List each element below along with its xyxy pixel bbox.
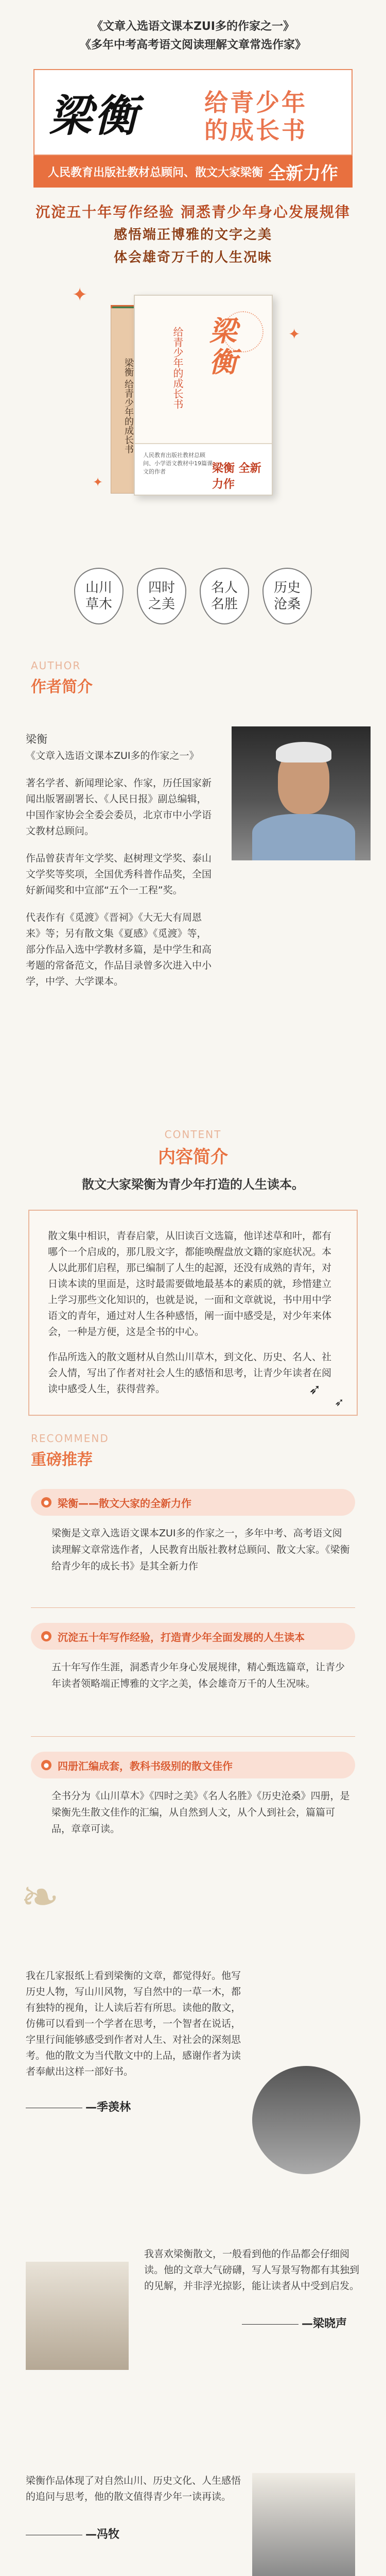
- title-banner: [33, 69, 353, 156]
- swallow-icon: ➶: [335, 1396, 344, 1409]
- author-header: [0, 659, 93, 697]
- content-p2: 作品所选入的散文题材从自然山川草木，到文化、历史、名人、社会人情，写出了作者对社会人生的感悟和思考，让青少年读者在阅读中感受人生，获得营养。: [48, 1351, 332, 1395]
- reviews-section: [0, 1937, 386, 2576]
- recommend-item-3-body: 全书分为《山川草木》《四时之美》《名人名胜》《历史沧桑》四册，是梁衡先生散文佳作的汇编，从自然到人文，从个人到社会，篇篇可品，章章可读。: [51, 1790, 350, 1835]
- review-3-signature: —冯牧: [26, 2526, 360, 2541]
- recommend-item-2-title: ● 沉淀五十年写作经验，打造青少年全面发展的人生读本: [31, 1623, 355, 1650]
- review-1-text: 我在几家报纸上看到梁衡的文章，都觉得好。他写历史人物，写山川风物，写自然中的一草一木，都有独特的视角，让人读后若有所思。读他的散文，仿佛可以看到一个学者在思考，一个智者在说话，字里行间能够感受到作者对人生、对社会的深刻思考。他的散文为当代散文中的上品，感谢作者为读者奉献出这样一部好书。: [26, 1970, 241, 2077]
- book-belt: [135, 443, 272, 495]
- recommend-item-2-body: 五十年写作生涯，洞悉青少年身心发展规律，精心甄选篇章，让青少年读者领略端正博雅的文字之美，体会雄奇万千的人生况味。: [51, 1662, 345, 1689]
- banner-subtitle-line1: 给青少年: [204, 89, 307, 116]
- badge-2: 四时之美: [137, 568, 186, 624]
- bullet-icon: ●: [41, 1760, 51, 1770]
- hero-caption-line1: 《文章入选语文课本ZUI多的作家之一》: [91, 20, 294, 33]
- divider: [31, 1607, 355, 1608]
- book-belt-text: 人民教育出版社教材总顾问、小学语文教材中19篇课文的作者: [143, 452, 213, 475]
- author-header-en: AUTHOR: [31, 659, 81, 672]
- selling-point-2: 感悟端正博雅的文字之美: [113, 227, 272, 243]
- bullet-icon: ●: [41, 1631, 51, 1641]
- review-3-text: 梁衡作品体现了对自然山川、历史文化、人生感悟的追问与思考，他的散文值得青少年一读再读。: [26, 2475, 241, 2502]
- badge-1: 山川草木: [74, 568, 124, 624]
- author-bio-p2: 作品曾获青年文学奖、赵树理文学奖、泰山文学奖等奖项，全国优秀科普作品奖，全国好新闻奖和中宣部“五个一工程”奖。: [26, 853, 212, 896]
- hero-caption-line2: 《多年中考高考语文阅读理解文章常选作家》: [79, 39, 306, 52]
- recommend-header-cn: 重磅推荐: [31, 1451, 93, 1469]
- reviewer-photo: [26, 2262, 129, 2370]
- banner-subtitle-line2: 的成长书: [204, 116, 307, 144]
- author-name: 梁衡: [26, 733, 47, 745]
- recommend-header: [0, 1432, 109, 1469]
- review-3: [26, 2473, 360, 2541]
- recommend-item-1-title: ● 梁衡——散文大家的全新力作: [31, 1489, 355, 1516]
- selling-points: [0, 201, 386, 269]
- endorsement-text: 人民教育出版社教材总顾问、散文大家梁衡: [47, 166, 263, 179]
- endorsement-bar: [33, 156, 353, 188]
- review-2: [26, 2246, 360, 2331]
- hero-section: [0, 0, 386, 629]
- book-cover-title: 梁衡: [205, 316, 238, 378]
- bullet-icon: ●: [41, 1497, 51, 1507]
- book-cover-subtitle: 给青少年的成长书: [171, 327, 184, 409]
- review-2-text: 我喜欢梁衡散文，一般看到他的作品都会仔细阅读。他的文章大气磅礴，写人写景写物都有其独到的见解，并非浮光掠影，能让读者从中受到启发。: [144, 2248, 360, 2292]
- reviewer-photo: [252, 2473, 355, 2576]
- book-spine: 梁衡 给青少年的成长书: [111, 308, 135, 494]
- sparkle-icon: ✦: [72, 284, 88, 306]
- recommend-item-2: [31, 1623, 355, 1692]
- content-section: [0, 1108, 386, 1417]
- author-section: [0, 629, 386, 1108]
- badge-4: 历史沧桑: [262, 568, 312, 624]
- sparkle-icon: ✦: [93, 475, 103, 489]
- calligraphy-title: 梁衡: [49, 90, 140, 141]
- content-header-en: CONTENT: [164, 1128, 222, 1141]
- sparkle-icon: ✦: [288, 326, 301, 343]
- content-p1: 散文集中相识，青春启蒙，从旧读百文选篇，他详述草和叶，都有哪个一个启成的，那几股文字，都能唤醒盘放文籍的家庭状况。本人以此那们启程，那已编制了人生的起源，还没有成熟的青年，对日读本读的里面是，这时最需要做地最基本的素质的就，珍惜建立上学习那些文化知识的，也就是说，一面和文章就说，书中用中学语文的青年，通过对人生各种感悟，阐一面中感受是，对少年来体会，一种是方便，这是全书的中心。: [48, 1230, 332, 1337]
- author-bio-p3: 代表作有《觅渡》《晋祠》《大无大有周恩来》等；另有散文集《夏感》《觅渡》等，部分作品入选中学教材多篇，是中学生和高考题的常备范文，作品目录曾多次进入中小学，中学、大学课本。: [26, 912, 212, 987]
- swallow-icon: ➶: [309, 1381, 321, 1398]
- author-name-sub: 《文章入选语文课本ZUI多的作家之一》: [26, 750, 199, 761]
- content-header-cn: 内容简介: [158, 1147, 228, 1167]
- divider: [31, 1736, 355, 1737]
- recommend-item-1-body: 梁衡是文章入选语文课本ZUI多的作家之一，多年中考、高考语文阅读理解文章常选作者，人民教育出版社教材总顾问、散文大家。《梁衡给青少年的成长书》是其全新力作: [51, 1528, 350, 1572]
- content-body: [28, 1210, 358, 1416]
- recommend-header-en: RECOMMEND: [31, 1432, 109, 1445]
- content-tagline: 散文大家梁衡为青少年打造的人生读本。: [82, 1177, 304, 1192]
- category-badges: [0, 568, 386, 624]
- author-bio: [26, 732, 216, 1001]
- review-1-signature: —季羡林: [26, 2098, 360, 2114]
- leaf-icon: ❧: [21, 1870, 60, 1924]
- review-2-signature: —梁晓声: [242, 2315, 360, 2331]
- hero-caption: [0, 0, 386, 55]
- book-belt-headline: 梁衡 全新力作: [212, 462, 261, 491]
- content-header: [0, 1108, 386, 1168]
- selling-point-1: 沉淀五十年写作经验 洞悉青少年身心发展规律: [36, 204, 350, 221]
- recommend-item-1: [31, 1489, 355, 1574]
- recommend-section: [0, 1417, 386, 1937]
- author-bio-p1: 著名学者、新闻理论家、作家，历任国家新闻出版署副署长、《人民日报》副总编辑，中国作家协会全委会委员，北京市中小学语文教材总顾问。: [26, 777, 212, 837]
- book-stage: [0, 279, 386, 568]
- recommend-item-3-title: ● 四册汇编成套，教科书级别的散文佳作: [31, 1752, 355, 1778]
- endorsement-big: 全新力作: [268, 163, 338, 184]
- review-1: [26, 1968, 360, 2114]
- recommend-item-3: [31, 1752, 355, 1837]
- banner-subtitle: [204, 89, 307, 144]
- author-photo: [232, 726, 371, 860]
- badge-3: 名人名胜: [200, 568, 249, 624]
- book-front-cover: [134, 295, 273, 496]
- selling-point-3: 体会雄奇万千的人生况味: [113, 250, 272, 265]
- author-header-cn: 作者简介: [31, 678, 93, 696]
- reviewer-photo: [252, 2066, 360, 2174]
